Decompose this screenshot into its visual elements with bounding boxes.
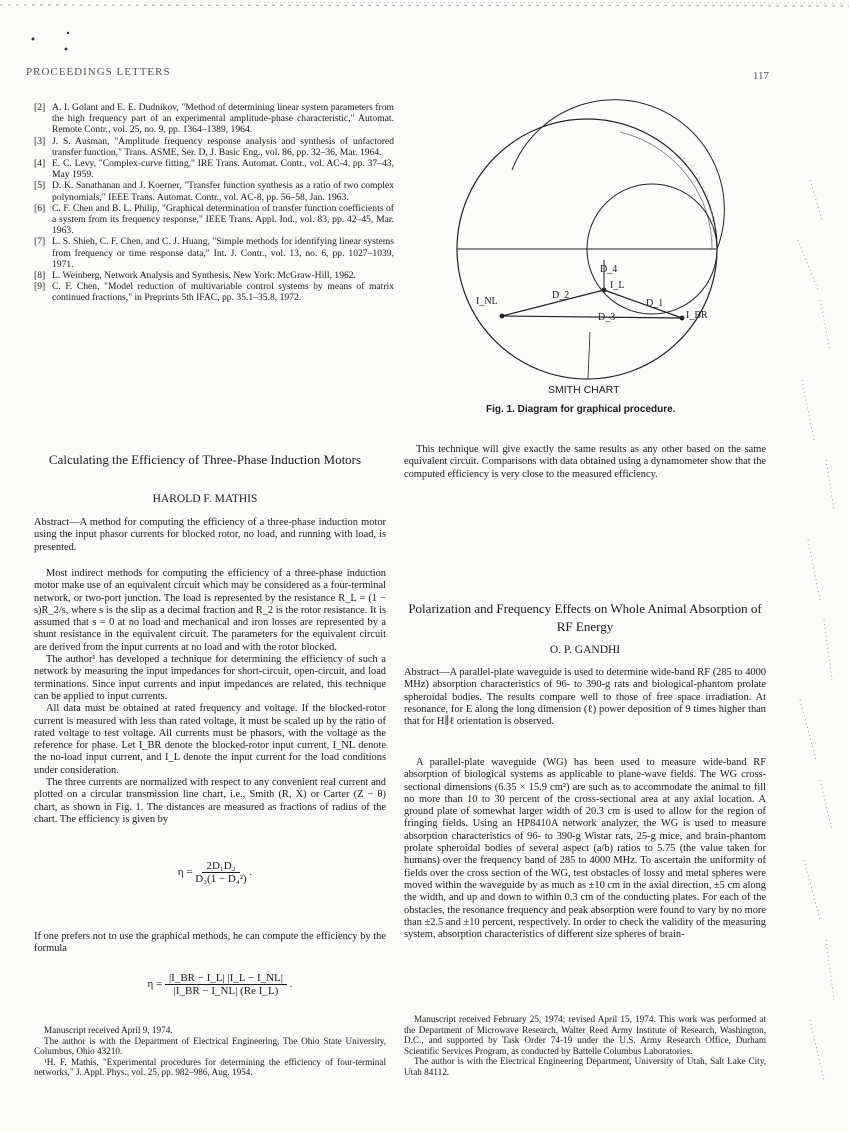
article2-paragraph: A parallel-plate waveguide (WG) has been used to measure wide-band RF absorption of biological systems as applicable to plane-wave fields. The WG cross-sectional dimensions (6.35 × 15.9 cm²) are such as to accommodate the animal to fill no more than 10 to 30 percent of the cross-sectional area at any axial location. A ground plate of somewhat larger width of 20.3 cm is used to allow for the region of fringing fields. Using an HP8410A network analyzer, the WG is used to measure absorption characteristics of 96- to 390-g Wistar rats, 25-g mice, and brain-phantom prolate spheroidal bodies of several aspect (a/b) ratios to 5.75 (the value taken for humans) over the frequency band of 285 to 4000 MHz. To ascertain the uniformity of fields over the cross section of the WG, test obstacles of lossy and metal spheres were moved within the waveguide by as much as ±10 cm in the axial direction, ±5 cm along the width, and up and down to within 0.3 cm of the conducting plates. For each of the obstacles, the resonance frequency and peak absorption were found to vary by no more than ±2.5 and ±10 percent, respectively. In order to check the validity of the measuring system, absorption characteristics of different size spheres of brain- xyxy=(404,757,766,941)
continuation-paragraph: This technique will give exactly the same results as any other based on the same equivalent circuit. Comparisons with data obtained using a dynamometer show that the computed efficiency is very close to the measured efficiency. xyxy=(404,444,766,480)
scan-specks xyxy=(30,25,90,55)
reference-text: L. S. Shieh, C. F. Chen, and C. J. Huang, "Simple methods for identifying linear systems from frequency or time response data," Int. J. Contr., vol. 13, no. 6, pp. 1027–1039, 1971. xyxy=(52,236,394,270)
equation-fraction xyxy=(165,972,287,997)
running-head: PROCEEDINGS LETTERS xyxy=(26,66,171,78)
reference-text: D. K. Sanathanan and J. Koerner, "Transfer function synthesis as a ratio of two complex polynomials," IEEE Trans. Automat. Contr., vol. AC-8, pp. 56–58, Jan. 1963. xyxy=(52,180,394,203)
reference-number: [2] xyxy=(34,102,46,113)
article1-author: HAROLD F. MATHIS xyxy=(152,493,258,505)
article2-footnotes xyxy=(404,1014,766,1078)
article1-paragraph: The author¹ has developed a technique for determining the efficiency of such a network by measuring the input impedances for short-circuit, open-circuit, and load terminations. Since input currents and input impedances are related, this technique can be applied to input currents. xyxy=(34,654,386,702)
reference-text: C. F. Chen and B. L. Philip, "Graphical determination of transfer function coefficients of a system from its frequency response," IEEE Trans. Appl. Ind., vol. 83, pp. 42–45, Mar. 1963. xyxy=(52,202,394,237)
article2-body xyxy=(404,757,766,941)
reference-text: L. Weinberg, Network Analysis and Synthesis. New York: McGraw-Hill, 1962. xyxy=(52,270,356,282)
equation-numerator: 2D₁D₂ xyxy=(202,860,239,873)
equation-lhs: η = xyxy=(177,866,193,879)
reference-number: [3] xyxy=(34,135,46,147)
reference-number: [4] xyxy=(34,158,46,170)
article2-title: Polarization and Frequency Effects on Whole Animal Absorption of RF Energy xyxy=(408,601,762,634)
label-d3: D_3 xyxy=(598,312,616,323)
segment-d3 xyxy=(502,316,682,318)
reference-item xyxy=(34,270,394,281)
reference-text: A. I. Golant and E. E. Dudnikov, "Method of determining linear system parameters from the high frequency part of an experimental amplitude-phase characteristic," Automat. Remote Contr., vol. 25, no. 9, pp. 1364–1389, 1964. xyxy=(52,102,394,136)
reference-number: [6] xyxy=(34,202,46,214)
article1-paragraph: All data must be obtained at rated frequency and voltage. If the blocked-rotor current is measured with less than rated voltage, it must be scaled up by the ratio of rated voltage to test voltage. All currents must be phasors, with the voltage as the reference for phase. Let I_BR denote the blocked-rotor input current, I_NL denote the no-load input current, and I_L denote the input current for the load conditions under consideration. xyxy=(34,703,386,776)
reference-number: [7] xyxy=(34,236,46,248)
scan-right-edge-noise xyxy=(790,180,840,1120)
label-d4: D_4 xyxy=(600,264,618,275)
article1-body xyxy=(34,568,386,826)
equation-lhs: η = xyxy=(147,978,163,991)
article1-after-equation: If one prefers not to use the graphical methods, he can compute the efficiency by the formula xyxy=(34,931,386,955)
label-i-br: I_BR xyxy=(686,310,708,321)
article1-title: Calculating the Efficiency of Three-Phase Induction Motors xyxy=(48,452,362,467)
equation-numerator: |I_BR − I_L| |I_L − I_NL| xyxy=(165,972,287,985)
reference-text: E. C. Levy, "Complex-curve fitting," IRE Trans. Automat. Contr., vol. AC-4, pp. 37–43, May 1959. xyxy=(52,158,394,181)
reference-item xyxy=(34,158,394,180)
equation-fraction xyxy=(195,860,246,885)
point-i-l xyxy=(602,288,607,293)
reference-item xyxy=(34,203,394,237)
article2-author: O. P. GANDHI xyxy=(549,644,621,656)
article1-continuation xyxy=(404,444,766,481)
chart-reactance-arc-lower xyxy=(620,132,712,249)
reference-text: C. F. Chen, "Model reduction of multivariable control systems by means of matrix continued fractions," in Preprints 5th IFAC, pp. 35.1–35.8, 1972. xyxy=(52,281,394,304)
chart-dotted-edge xyxy=(680,154,713,242)
label-d2: D_2 xyxy=(552,290,570,301)
reference-list xyxy=(34,102,394,304)
footnote: Manuscript received February 25, 1974; revised April 15, 1974. This work was performed at the Department of Microwave Research, Walter Reed Army Institute of Research, Washington, D.C., and supported by Task Order 74-19 under the U.S. Army Research Office, Durham Scientific Services Program, as conducted by Battelle Columbus Laboratories. xyxy=(404,1014,766,1056)
article1-paragraph: Most indirect methods for computing the efficiency of a three-phase induction motor make use of an equivalent circuit which may be considered as a four-terminal network, or two-port junction. The load is represented by the resistance R_L = (1 − s)R_2/s, where s is the slip as a decimal fraction and R_2 is the rotor resistance. It is assumed that s = 0 at no load and mechanical and iron losses are represented by a shunt resistance in the equivalent circuit. The parameters for the equivalent circuit are derived from the input currents at no load and with the rotor blocked. xyxy=(34,568,386,653)
reference-number: [9] xyxy=(34,281,46,293)
reference-item xyxy=(34,236,394,270)
smith-chart-figure xyxy=(450,92,740,387)
equation-tail: . xyxy=(249,866,253,879)
label-i-nl: I_NL xyxy=(476,296,498,307)
reference-item xyxy=(34,281,394,303)
label-i-l: I_L xyxy=(610,280,625,291)
footnote: The author is with the Department of Electrical Engineering, The Ohio State University, Columbus, Ohio 43210. xyxy=(34,1035,386,1057)
equation-efficiency-graphical xyxy=(140,860,290,885)
reference-number: [5] xyxy=(34,180,46,192)
reference-item xyxy=(34,180,394,202)
article1-abstract: Abstract—A method for computing the efficiency of a three-phase induction motor using the input phasor currents for blocked rotor, no load, and running with load, is presented. xyxy=(34,517,386,553)
article1-footnotes xyxy=(34,1025,386,1078)
smith-chart-label: SMITH CHART xyxy=(548,384,620,396)
point-i-nl xyxy=(500,314,505,319)
reference-number: [8] xyxy=(34,270,46,282)
scan-top-edge xyxy=(0,0,849,14)
equation-denominator: |I_BR − I_NL| (Re I_L) xyxy=(173,985,279,997)
equation-denominator: D₃(1 − D₄²) xyxy=(195,873,247,885)
equation-efficiency-formula xyxy=(130,972,310,997)
figure-caption: Fig. 1. Diagram for graphical procedure. xyxy=(486,404,676,415)
footnote: The author is with the Electrical Engineering Department, University of Utah, Salt Lake City, Utah 84112. xyxy=(404,1056,766,1077)
chart-lower-stroke xyxy=(588,332,590,378)
article2-abstract: Abstract—A parallel-plate waveguide is used to determine wide-band RF (285 to 4000 MHz) absorption characteristics of 96- to 390-g rats and biological-phantom prolate spheroidal bodies. The results compare well to those of free space irradiation. At resonance, for E along the long dimension (ℓ) power deposition of 9 times higher than that for H∥ℓ orientation is observed. xyxy=(404,667,766,728)
equation-tail: . xyxy=(289,978,293,991)
page-number: 117 xyxy=(752,70,769,82)
reference-item xyxy=(34,102,394,136)
article1-paragraph: The three currents are normalized with respect to any convenient real current and plotted on a circular transmission line chart, i.e., Smith (R, X) or Carter (Z − θ) chart, as shown in Fig. 1. The distances are measured as fractions of radius of the chart. The efficiency is given by xyxy=(34,777,386,825)
footnote: Manuscript received April 9, 1974. xyxy=(44,1025,173,1035)
footnote: ¹H. F. Mathis, "Experimental procedures for determining the efficiency of four-terminal networks," J. Appl. Phys., vol. 25, pp. 982–986, Aug. 1954. xyxy=(34,1056,386,1078)
label-d1: D_1 xyxy=(646,298,664,309)
reference-text: J. S. Ausman, "Amplitude frequency response analysis and synthesis of unfactored transfer function," Trans. ASME, Ser. D, J. Basic Eng., vol. 86, pp. 32–36, Mar. 1964. xyxy=(52,135,394,158)
point-i-br xyxy=(680,316,685,321)
reference-item xyxy=(34,136,394,158)
chart-reactance-arc-upper xyxy=(512,100,724,249)
